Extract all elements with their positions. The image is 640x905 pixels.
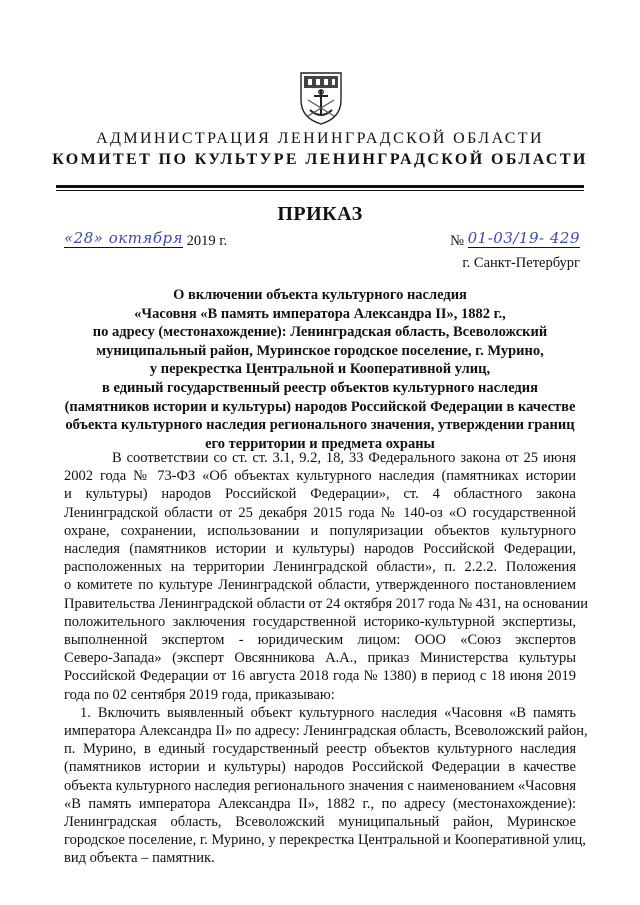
handwritten-number: 01-03/19- 429 — [467, 229, 580, 247]
order-number — [450, 231, 580, 250]
header-divider-thin — [56, 190, 584, 191]
item1-line: 1. Включить выявленный объект культурного наследия «Часовня «В память — [80, 704, 576, 721]
order-date — [64, 231, 227, 250]
handwritten-date: «28» октября — [64, 229, 184, 247]
preamble-line: положительного заключения государственной историко-культурной экспертизы, — [64, 613, 576, 630]
heading-line: объекта культурного наследия регионального значения, утверждении границ — [65, 417, 575, 434]
preamble-line: и культуры) народов Российской Федерации», ст. 4 областного закона — [64, 486, 576, 503]
order-city: г. Санкт-Петербург — [462, 255, 580, 271]
item1-line: п. Мурино, в единый государственный реестр объектов культурного наследия — [64, 741, 576, 758]
coat-of-arms-icon — [298, 70, 344, 126]
heading-line: по адресу (местонахождение): Ленинградская область, Всеволожский — [92, 324, 548, 341]
preamble-line: охране, сохранении, использовании и популяризации объектов культурного — [64, 522, 576, 539]
org-name-line1: АДМИНИСТРАЦИЯ ЛЕНИНГРАДСКОЙ ОБЛАСТИ — [96, 130, 544, 147]
preamble-line: о комитете по культуре Ленинградской области, утвержденного постановлением — [64, 577, 576, 594]
heading-line: муниципальный район, Муринское городское поселение, г. Мурино, — [96, 342, 544, 359]
heading-line: «Часовня «В память императора Александра II», 1882 г., — [134, 305, 506, 322]
preamble-line: В соответствии со ст. ст. 3.1, 9.2, 18, 33 Федерального закона от 25 июня — [112, 450, 576, 466]
preamble-line: Правительства Ленинградской области от 24 октября 2017 года № 431, на основании — [64, 595, 588, 612]
preamble-line: выполненной экспертом - юридическим лицом: ООО «Союз экспертов — [64, 632, 576, 649]
order-body — [64, 449, 588, 868]
heading-line: в единый государственный реестр объектов культурного наследия — [102, 379, 538, 396]
order-year: 2019 г. — [186, 233, 228, 249]
heading-line: О включении объекта культурного наследия — [173, 287, 467, 303]
heading-line: его территории и предмета охраны — [205, 435, 435, 452]
item1-line: «В память императора Александра II», 1882 г., по адресу (местонахождение): — [64, 795, 576, 812]
heading-line: у перекрестка Центральной и Кооперативной улиц, — [149, 361, 491, 378]
header-divider-thick — [56, 185, 584, 188]
heading-line: (памятников истории и культуры) народов Российской Федерации в качестве — [64, 398, 576, 415]
item1-line: императора Александра II» по адресу: Ленинградская область, Всеволожский район, — [64, 723, 588, 740]
preamble-line: расположенных на территории Ленинградской области», п. 2.2.2. Положения — [64, 559, 576, 576]
preamble-line: Северо-Запада» (эксперт Овсянникова А.А., приказ Министерства культуры — [64, 650, 576, 667]
preamble-line: 2002 года № 73-ФЗ «Об объектах культурного наследия (памятниках истории — [64, 468, 576, 485]
item1-line: Ленинградская область, Всеволожский муниципальный район, Муринское — [64, 814, 576, 831]
number-prefix: № — [450, 233, 465, 249]
preamble-line: наследия (памятников истории и культуры) народов Российской Федерации, — [64, 541, 576, 558]
preamble-line: Российской Федерации от 16 августа 2018 года № 1380) в период с 18 июня 2019 — [64, 668, 576, 685]
item1-line: вид объекта – памятник. — [64, 850, 215, 867]
item1-line: (памятников истории и культуры) народов Российской Федерации в качестве — [64, 759, 576, 776]
order-subject-heading — [64, 286, 576, 453]
item1-line: городское поселение, г. Мурино, у перекрестка Центральной и Кооперативной улиц, — [64, 832, 586, 849]
preamble-line: Ленинградской области от 25 декабря 2015 года № 140-оз «О государственной — [64, 504, 576, 521]
org-name-line2: КОМИТЕТ ПО КУЛЬТУРЕ ЛЕНИНГРАДСКОЙ ОБЛАСТИ — [52, 151, 588, 168]
item1-line: объекта культурного наследия регионального значения с наименованием «Часовня — [64, 777, 576, 794]
preamble-line: года по 02 сентября 2019 года, приказываю: — [64, 686, 335, 703]
document-title: ПРИКАЗ — [277, 203, 363, 225]
